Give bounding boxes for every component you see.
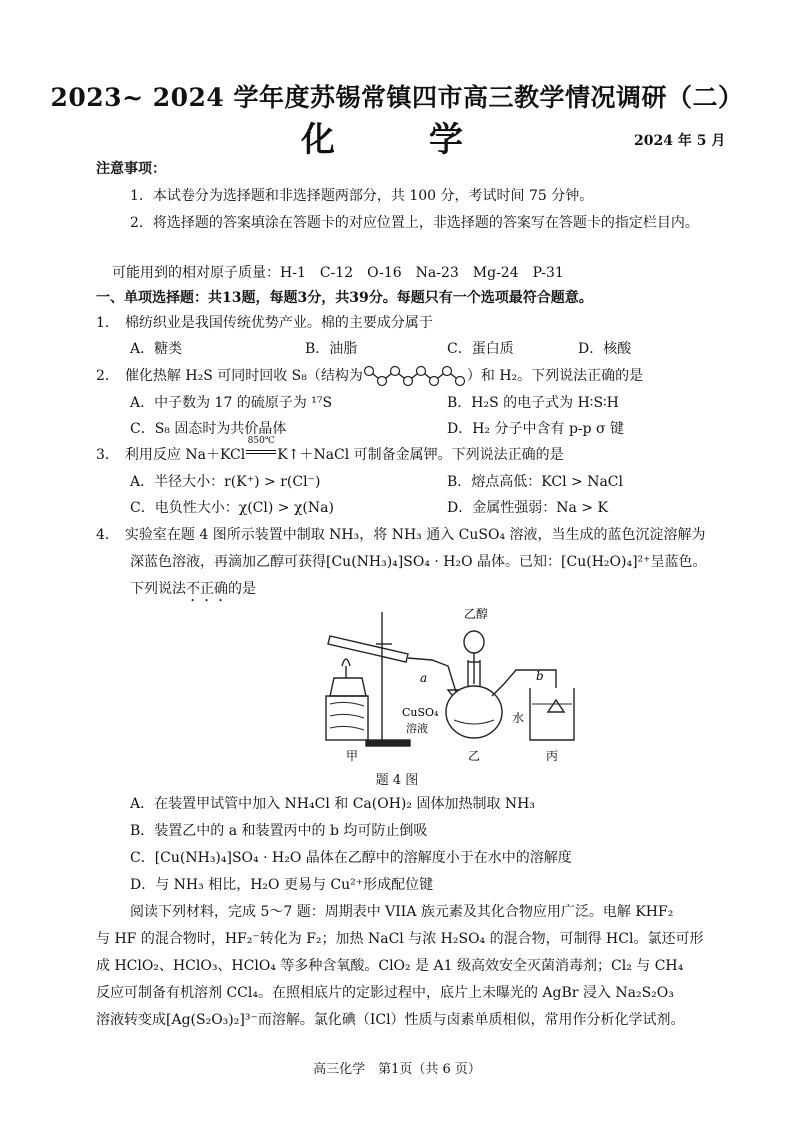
question-number: 3． [96, 447, 119, 463]
reading-line-5: 溶液转变成[Ag(S₂O₃)₂]³⁻而溶解。氯化碘（ICl）性质与卤素单质相似，常用作分析化学试剂。 [96, 1012, 685, 1028]
notice-title: 注意事项： [96, 161, 166, 177]
emphasis-not-correct: 不正确 [186, 581, 228, 597]
question-3 [96, 436, 564, 464]
section-heading: 一、单项选择题：共13题，每题3分，共39分。每题只有一个选项最符合题意。 [96, 290, 593, 306]
reading-line-2: 与 HF 的混合物时，HF₂⁻转化为 F₂；加热 NaCl 与浓 H₂SO₄ 的混合物，可制得 HCl。氯还可形 [96, 931, 704, 947]
question-stem-b: ）和 H₂。下列说法正确的是 [466, 368, 644, 384]
q4-option-d: D．与 NH₃ 相比，H₂O 更易与 Cu²⁺形成配位键 [130, 877, 434, 893]
side-neck [492, 684, 504, 696]
reading-line-3: 成 HClO₂、HClO₃、HClO₄ 等多种含氧酸。ClO₂ 是 A1 级高效安全灭菌消毒剂；Cl₂ 与 CH₄ [96, 958, 684, 974]
subject-title: 化 学 [301, 120, 493, 160]
reaction-condition [245, 436, 277, 460]
question-number: 4． [96, 527, 119, 543]
q3-option-d: D．金属性强弱：Na > K [447, 500, 608, 516]
question-stem-b: K↑＋NaCl 可制备金属钾。下列说法正确的是 [277, 447, 564, 463]
stem-part: 的是 [228, 581, 256, 597]
q1-option-d: D．核酸 [578, 341, 632, 357]
q3-option-c: C．电负性大小：χ(Cl) > χ(Na) [130, 500, 334, 516]
question-4-line-1 [96, 524, 706, 544]
label-a: a [420, 671, 428, 685]
dropping-funnel [464, 631, 484, 653]
question-2 [96, 365, 643, 387]
stand-base [366, 740, 410, 746]
label-b: b [536, 669, 544, 683]
q4-option-b: B．装置乙中的 a 和装置丙中的 b 均可防止倒吸 [130, 823, 428, 839]
delivery-tube [408, 658, 456, 692]
question-number: 2． [96, 368, 119, 384]
question-1 [96, 312, 433, 332]
label-water: 水 [512, 711, 525, 725]
beaker [530, 688, 574, 740]
atomic-mass-line: 可能用到的相对原子质量：H-1 C-12 O-16 Na-23 Mg-24 P-31 [112, 265, 564, 281]
q1-option-b: B．油脂 [305, 341, 358, 357]
apparatus-figure [316, 604, 580, 764]
wood-grain [330, 702, 364, 730]
equals-line-bottom [246, 453, 276, 454]
exam-date: 2024 年 5 月 [634, 133, 726, 149]
label-solution: 溶液 [406, 722, 428, 735]
reading-line-1: 阅读下列材料，完成 5～7 题：周期表中 VIIA 族元素及其化合物应用广泛。电解 KHF₂ [130, 904, 674, 920]
figure-caption: 题 4 图 [375, 773, 419, 788]
label-cuso4: CuSO₄ [402, 706, 439, 719]
equals-line-top [246, 450, 276, 451]
label-ethanol: 乙醇 [464, 607, 489, 621]
q4-option-a: A．在装置甲试管中加入 NH₄Cl 和 Ca(OH)₂ 固体加热制取 NH₃ [130, 796, 535, 812]
q1-option-a: A．糖类 [130, 341, 183, 357]
notice-item-1: 1．本试卷分为选择题和非选择题两部分，共 100 分，考试时间 75 分钟。 [130, 188, 594, 204]
label-bing: 丙 [546, 749, 559, 763]
lamp-body [330, 678, 366, 696]
q2-option-d: D．H₂ 分子中含有 p-p σ 键 [447, 421, 625, 437]
question-stem-1: 实验室在题 4 图所示装置中制取 NH₃，将 NH₃ 通入 CuSO₄ 溶液，当生成的蓝色沉淀溶解为 [124, 527, 706, 543]
question-stem-a: 催化热解 H₂S 可同时回收 S₈（结构为 [124, 368, 363, 384]
stem-part: 下列说法 [130, 581, 186, 597]
q2-option-a: A．中子数为 17 的硫原子为 ¹⁷S [130, 395, 333, 411]
condition-text: 850℃ [247, 436, 275, 446]
flame-icon [342, 659, 350, 666]
test-tube [328, 636, 408, 662]
question-4-line-3 [130, 578, 256, 605]
s8-structure-icon [363, 365, 467, 387]
label-jia: 甲 [346, 749, 359, 763]
question-number: 1． [96, 315, 119, 331]
label-yi: 乙 [468, 749, 481, 763]
q1-option-c: C．蛋白质 [447, 341, 514, 357]
q2-option-c: C．S₈ 固态时为共价晶体 [130, 421, 287, 437]
question-stem: 棉纺织业是我国传统优势产业。棉的主要成分属于 [124, 315, 433, 331]
q3-option-a: A．半径大小：r(K⁺) > r(Cl⁻) [130, 474, 321, 490]
q2-option-b: B．H₂S 的电子式为 H∶S∶H [447, 395, 619, 411]
exam-title: 2023~ 2024 学年度苏锡常镇四市高三教学情况调研（二） [50, 83, 744, 112]
notice-item-2: 2．将选择题的答案填涂在答题卡的对应位置上，非选择题的答案写在答题卡的指定栏目内。 [130, 215, 699, 231]
q3-option-b: B．熔点高低：KCl > NaCl [447, 474, 623, 490]
question-4-line-2: 深蓝色溶液，再滴加乙醇可获得[Cu(NH₃)₄]SO₄ · H₂O 晶体。已知：[Cu(H₂O)₄]²⁺呈蓝色。 [130, 554, 707, 570]
question-stem-a: 利用反应 Na＋KCl [124, 447, 246, 463]
reading-line-4: 反应可制备有机溶剂 CCl₄。在照相底片的定影过程中，底片上未曝光的 AgBr 浸入 Na₂S₂O₃ [96, 985, 674, 1001]
page-footer: 高三化学 第1页（共 6 页） [313, 1062, 481, 1077]
q4-option-c: C．[Cu(NH₃)₄]SO₄ · H₂O 晶体在乙醇中的溶解度小于在水中的溶解度 [130, 850, 572, 866]
